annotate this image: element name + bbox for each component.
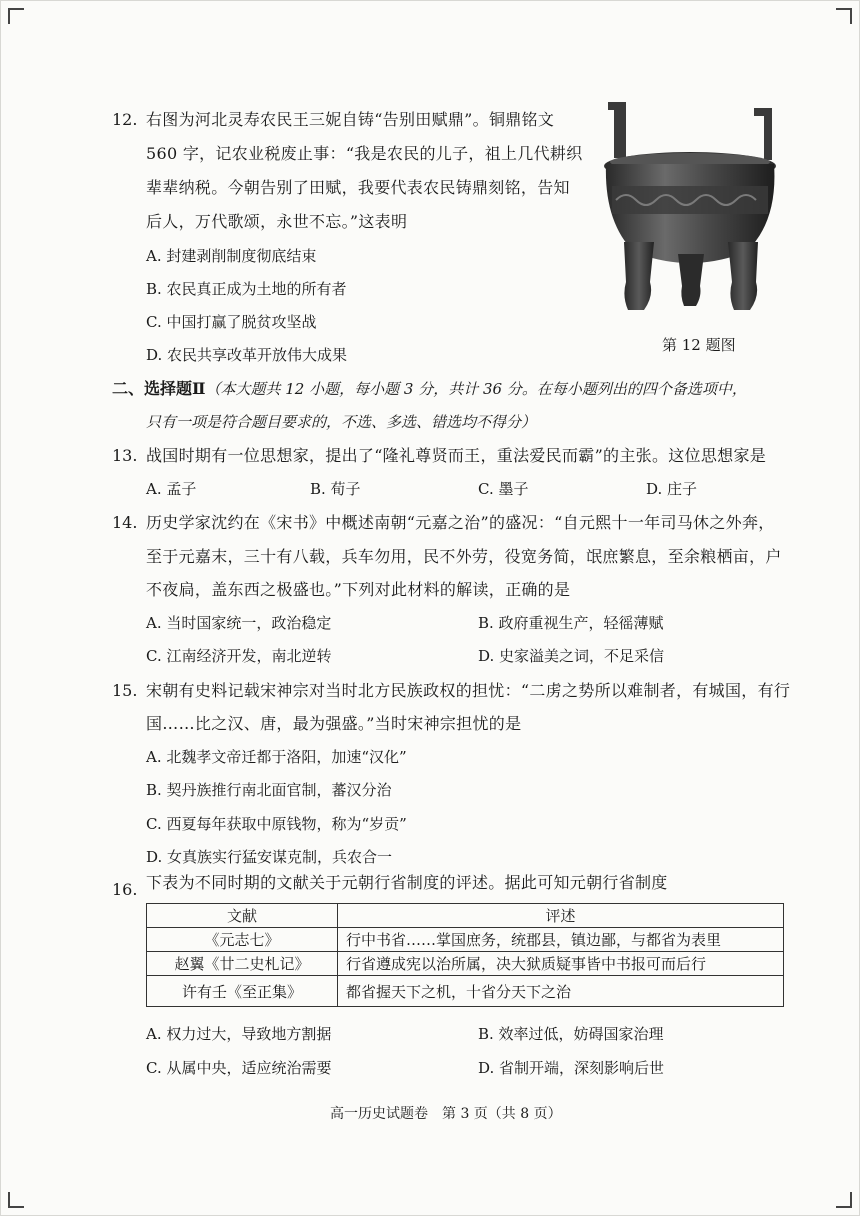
table-header-row <box>147 904 784 928</box>
option-a[interactable]: A. 权力过大，导致地方割据 <box>146 1025 332 1043</box>
option-c[interactable]: C. 中国打赢了脱贫攻坚战 <box>146 313 317 331</box>
question-text-line: 560 字，记农业税废止事：“我是农民的儿子，祖上几代耕织 <box>146 144 583 163</box>
question-number: 14. <box>112 513 138 532</box>
table-cell-comment: 都省握天下之机，十省分天下之治 <box>338 976 784 1007</box>
table-header-cell: 评述 <box>338 904 784 928</box>
crop-mark-bottom-right <box>836 1192 852 1208</box>
option-b[interactable]: B. 效率过低，妨碍国家治理 <box>478 1025 664 1043</box>
question-number: 16. <box>112 880 138 899</box>
question-text-line: 辈辈纳税。今朝告别了田赋，我要代表农民铸鼎刻铭，告知 <box>146 178 570 197</box>
evaluation-table <box>146 903 784 1007</box>
section-instruction-cont: 只有一项是符合题目要求的，不选、多选、错选均不得分） <box>146 413 537 431</box>
question-text-line: 宋朝有史料记载宋神宗对当时北方民族政权的担忧：“二虏之势所以难制者，有城国，有行 <box>146 681 791 700</box>
question-text-line: 不夜扃，盖东西之极盛也。”下列对此材料的解读，正确的是 <box>146 580 571 599</box>
table-cell-source: 赵翼《廿二史札记》 <box>147 952 338 976</box>
question-text-line: 后人，万代歌颂，永世不忘。”这表明 <box>146 212 408 231</box>
section-title <box>112 379 747 399</box>
crop-mark-top-right <box>836 8 852 24</box>
section-instruction: （本大题共 12 小题，每小题 3 分，共计 36 分。在每小题列出的四个备选项中， <box>205 380 747 398</box>
option-c[interactable]: C. 墨子 <box>478 480 529 498</box>
question-text-line: 战国时期有一位思想家，提出了“隆礼尊贤而王，重法爱民而霸”的主张。这位思想家是 <box>146 446 767 465</box>
crop-mark-top-left <box>8 8 24 24</box>
option-c[interactable]: C. 西夏每年获取中原钱物，称为“岁贡” <box>146 815 407 833</box>
option-c[interactable]: C. 从属中央，适应统治需要 <box>146 1059 332 1077</box>
question-text-line: 下表为不同时期的文献关于元朝行省制度的评述。据此可知元朝行省制度 <box>146 873 668 892</box>
section-title-text: 二、选择题Ⅱ <box>112 379 206 398</box>
option-a[interactable]: A. 封建剥削制度彻底结束 <box>146 247 317 265</box>
question-text-line: 右图为河北灵寿农民王三妮自铸“告别田赋鼎”。铜鼎铭文 <box>146 110 555 129</box>
question-number: 15. <box>112 681 138 700</box>
table-row <box>147 976 784 1007</box>
option-b[interactable]: B. 荀子 <box>310 480 361 498</box>
option-b[interactable]: B. 政府重视生产，轻徭薄赋 <box>478 614 664 632</box>
figure-caption: 第 12 题图 <box>662 336 736 354</box>
option-c[interactable]: C. 江南经济开发，南北逆转 <box>146 647 332 665</box>
table-cell-comment: 行省遵成宪以治所属，决大狱质疑事皆中书报可而后行 <box>338 952 784 976</box>
table-row <box>147 952 784 976</box>
option-a[interactable]: A. 孟子 <box>146 480 197 498</box>
option-d[interactable]: D. 农民共享改革开放伟大成果 <box>146 346 348 364</box>
table-cell-source: 《元志七》 <box>147 928 338 952</box>
question-number: 13. <box>112 446 138 465</box>
table-header-cell: 文献 <box>147 904 338 928</box>
option-d[interactable]: D. 省制开端，深刻影响后世 <box>478 1059 665 1077</box>
option-a[interactable]: A. 北魏孝文帝迁都于洛阳，加速“汉化” <box>146 748 407 766</box>
option-d[interactable]: D. 史家溢美之词，不足采信 <box>478 647 665 665</box>
question-number: 12. <box>112 110 138 129</box>
table-cell-source: 许有壬《至正集》 <box>147 976 338 1007</box>
option-b[interactable]: B. 契丹族推行南北面官制，蕃汉分治 <box>146 781 392 799</box>
table-row <box>147 928 784 952</box>
option-d[interactable]: D. 庄子 <box>646 480 698 498</box>
question-text-line: 至于元嘉末，三十有八载，兵车勿用，民不外劳，役宽务简，氓庶繁息，至余粮栖亩，户 <box>146 547 782 566</box>
option-a[interactable]: A. 当时国家统一，政治稳定 <box>146 614 332 632</box>
table-cell-comment: 行中书省……掌国庶务，统郡县，镇边鄙，与都省为表里 <box>338 928 784 952</box>
page-footer: 高一历史试题卷 第 3 页（共 8 页） <box>330 1106 562 1122</box>
question-text-line: 历史学家沈约在《宋书》中概述南朝“元嘉之治”的盛况：“自元熙十一年司马休之外奔， <box>146 513 775 532</box>
crop-mark-bottom-left <box>8 1192 24 1208</box>
question-text-line: 国……比之汉、唐，最为强盛。”当时宋神宗担忧的是 <box>146 714 522 733</box>
option-b[interactable]: B. 农民真正成为土地的所有者 <box>146 280 347 298</box>
option-d[interactable]: D. 女真族实行猛安谋克制，兵农合一 <box>146 848 393 866</box>
bronze-ding-image <box>594 102 786 330</box>
